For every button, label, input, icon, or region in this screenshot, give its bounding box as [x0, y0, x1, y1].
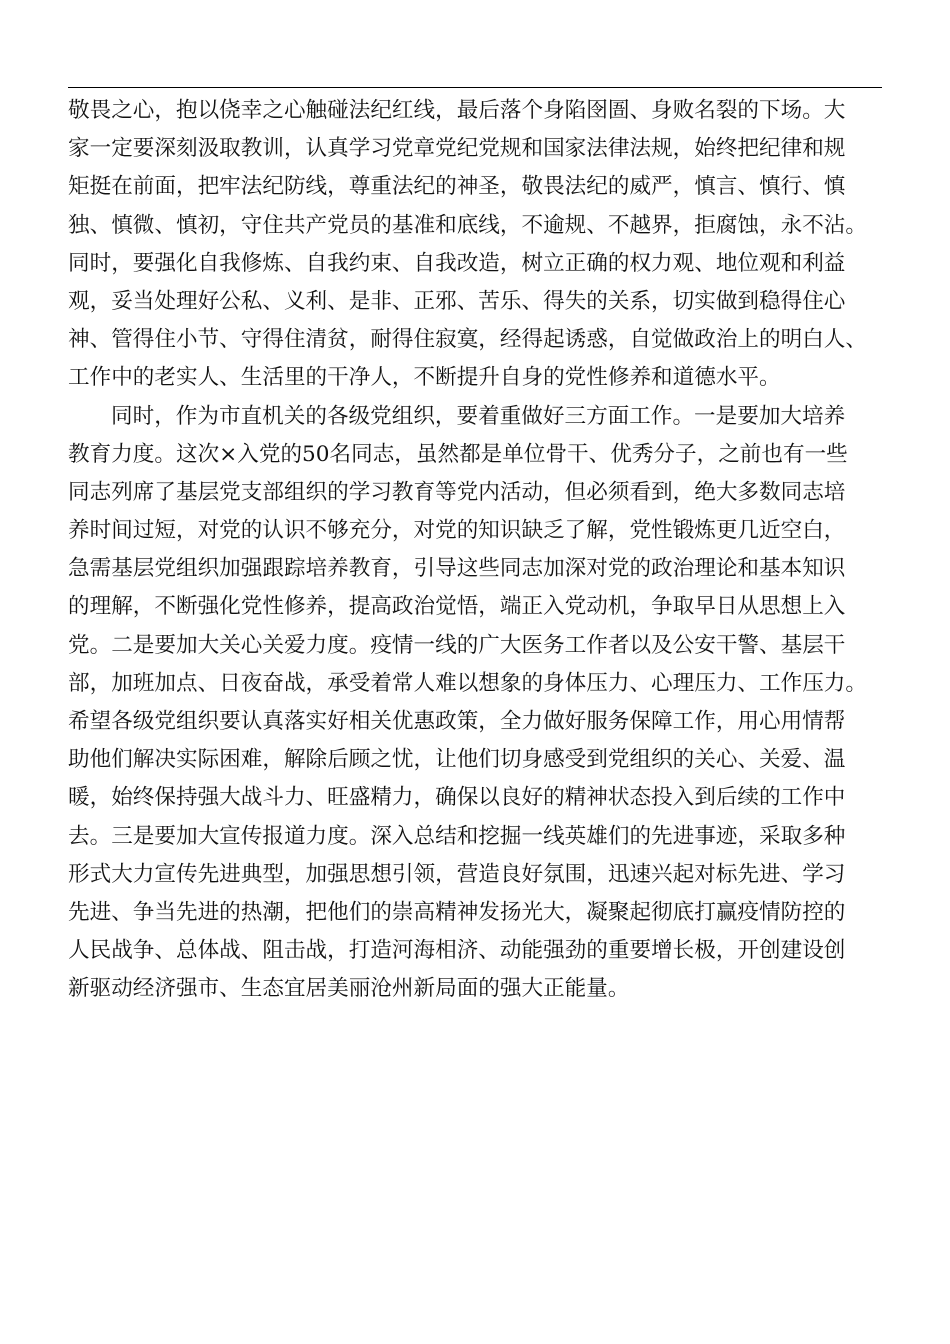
text-line: 暖，始终保持强大战斗力、旺盛精力，确保以良好的精神状态投入到后续的工作中: [68, 785, 846, 811]
text-line: 新驱动经济强市、生态宜居美丽沧州新局面的强大正能量。: [68, 976, 630, 1002]
text-line: 形式大力宣传先进典型，加强思想引领，营造良好氛围，迅速兴起对标先进、学习: [68, 861, 846, 887]
text-line: 矩挺在前面，把牢法纪防线，尊重法纪的神圣，敬畏法纪的威严，慎言、慎行、慎: [68, 174, 846, 200]
text-line: 去。三是要加大宣传报道力度。深入总结和挖掘一线英雄们的先进事迹，采取多种: [68, 823, 846, 849]
text-line: 助他们解决实际困难，解除后顾之忧，让他们切身感受到党组织的关心、关爱、温: [68, 747, 846, 773]
text-line: 观，妥当处理好公私、义利、是非、正邪、苦乐、得失的关系，切实做到稳得住心: [68, 288, 846, 314]
text-line: 敬畏之心，抱以侥幸之心触碰法纪红线，最后落个身陷囹圄、身败名裂的下场。大: [68, 98, 846, 123]
text-line: 工作中的老实人、生活里的干净人，不断提升自身的党性修养和道德水平。: [68, 365, 781, 391]
text-line: 养时间过短，对党的认识不够充分，对党的知识缺乏了解，党性锻炼更几近空白，: [68, 518, 846, 544]
text-line: 部，加班加点、日夜奋战，承受着常人难以想象的身体压力、心理压力、工作压力。: [68, 670, 867, 696]
body-text: [68, 92, 898, 1009]
text-line: 同时，要强化自我修炼、自我约束、自我改造，树立正确的权力观、地位观和利益: [68, 250, 846, 276]
text-line: 急需基层党组织加强跟踪培养教育，引导这些同志加深对党的政治理论和基本知识: [68, 556, 846, 582]
text-line: 同志列席了基层党支部组织的学习教育等党内活动，但必须看到，绝大多数同志培: [68, 479, 846, 505]
text-line: 党。二是要加大关心关爱力度。疫情一线的广大医务工作者以及公安干警、基层干: [68, 632, 846, 658]
text-line: 先进、争当先进的热潮，把他们的崇高精神发扬光大，凝聚起彻底打赢疫情防控的: [68, 899, 846, 925]
text-line: 神、管得住小节、守得住清贫，耐得住寂寞，经得起诱惑，自觉做政治上的明白人、: [68, 327, 867, 353]
paragraph-first-line: 同时，作为市直机关的各级党组织，要着重做好三方面工作。一是要加大培养: [111, 403, 846, 429]
text-line: 独、慎微、慎初，守住共产党员的基准和底线，不逾规、不越界，拒腐蚀，永不沾。: [68, 212, 867, 238]
text-line: 的理解，不断强化党性修养，提高政治觉悟，端正入党动机，争取早日从思想上入: [68, 594, 846, 620]
text-line: 教育力度。这次×入党的50名同志，虽然都是单位骨干、优秀分子，之前也有一些: [68, 441, 848, 467]
text-line: 希望各级党组织要认真落实好相关优惠政策，全力做好服务保障工作，用心用情帮: [68, 709, 846, 734]
text-line: 人民战争、总体战、阻击战，打造河海相济、动能强劲的重要增长极，开创建设创: [68, 938, 846, 964]
text-line: 家一定要深刻汲取教训，认真学习党章党纪党规和国家法律法规，始终把纪律和规: [68, 136, 846, 162]
header-rule: [68, 87, 882, 88]
